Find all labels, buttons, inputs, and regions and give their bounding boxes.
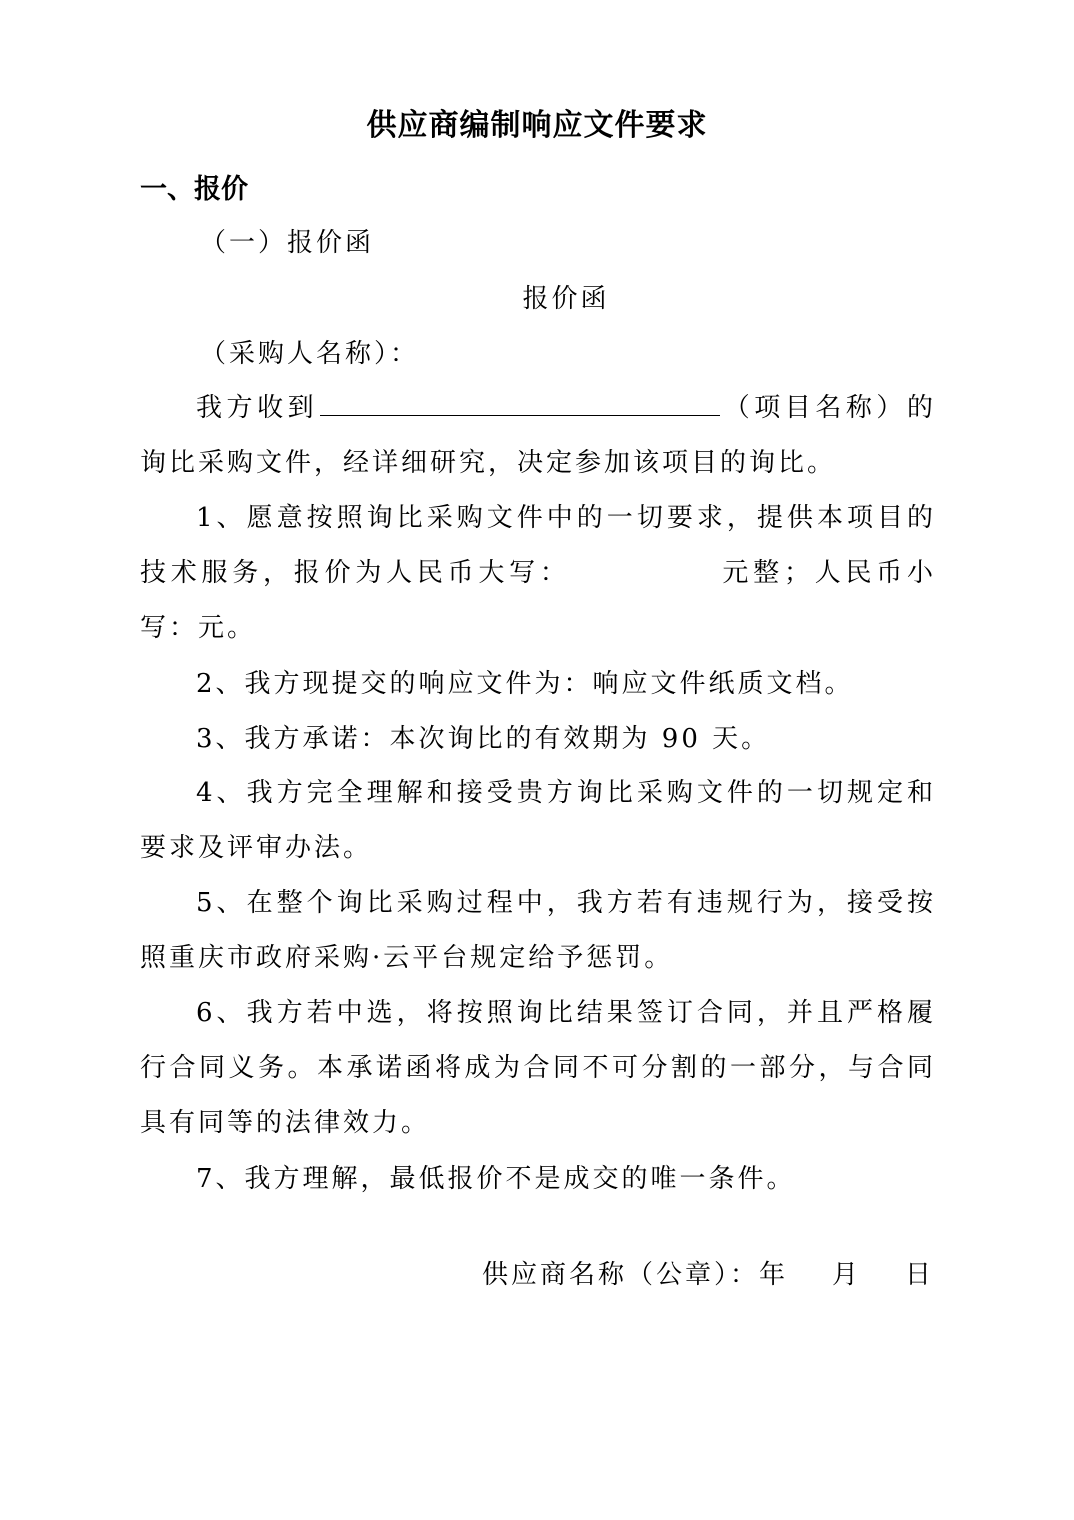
clause-1-prefix: 1、愿意按照询比采购文件中的一切要求，提供本项目的技术服务，报价为人民币大写： [140,503,936,588]
clause-1-middle: 元整；人民币小写： [140,558,936,643]
signature-year: 年 [758,1260,788,1290]
clause-5: 5、在整个询比采购过程中，我方若有违规行为，接受按照重庆市政府采购·云平台规定给予惩罚。 [140,888,936,973]
clause-7: 7、我方理解，最低报价不是成交的唯一条件。 [196,1164,796,1194]
clause-1-suffix: 元。 [198,613,257,643]
clause-2: 2、我方现提交的响应文件为：响应文件纸质文档。 [196,669,854,699]
letter-title: 报价函 [522,284,610,314]
project-name-blank [320,387,720,416]
signature-label: 供应商名称（公章）： [481,1260,759,1290]
signature-day: 日 [904,1260,934,1290]
intro-paragraph [140,381,936,491]
clause-6: 6、我方若中选，将按照询比结果签订合同，并且严格履行合同义务。本承诺函将成为合同不可分割的一部分，与合同具有同等的法律效力。 [140,998,936,1138]
section-heading-quote: 一、报价 [140,174,248,205]
clause-3: 3、我方承诺：本次询比的有效期为 90 天。 [196,724,771,754]
signature-line [482,1255,934,1295]
clause-1 [140,491,936,656]
subheading-quote-letter: （一）报价函 [200,228,375,258]
addressee: （采购人名称）： [200,339,420,369]
signature-month: 月 [831,1260,861,1290]
intro-prefix: 我方收到 [196,393,319,423]
intro-suffix: （项目名称）的询比采购文件，经详细研究，决定参加该项目的询比。 [140,393,936,478]
clause-4: 4、我方完全理解和接受贵方询比采购文件的一切规定和要求及评审办法。 [140,778,936,863]
document-title: 供应商编制响应文件要求 [366,108,708,143]
